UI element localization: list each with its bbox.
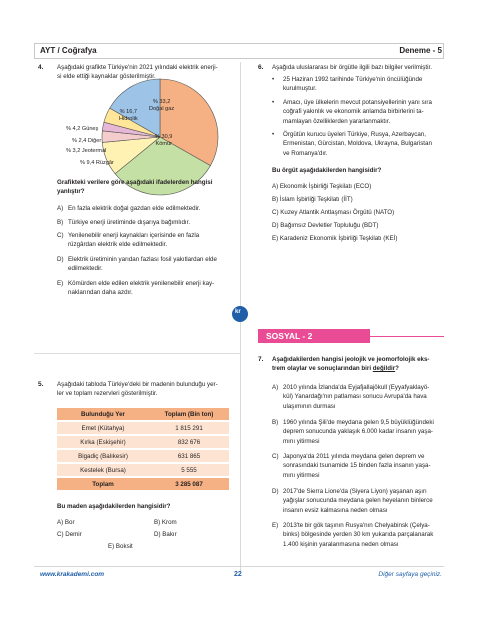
pie-label-hidrolik — [119, 109, 138, 123]
page-number: 22 — [234, 571, 242, 578]
option-label: B) — [57, 219, 64, 226]
logo-text: kr — [235, 309, 241, 315]
table-header-total: Toplam (Bin ton) — [149, 408, 229, 420]
pie-label-jeotermal: % 3,2 Jeotermal — [66, 148, 107, 154]
prompt-text: trem olaylar ve sonuçlarından biri — [272, 365, 373, 372]
question-4-option-c[interactable] — [57, 231, 243, 250]
question-6-option-e[interactable]: E) Karadeniz Ekonomik İşbirliği Teşkilatı (KEİ) — [272, 235, 398, 242]
table-cell: Kestelek (Bursa) — [57, 464, 149, 476]
footer-rule — [34, 566, 444, 567]
section-rule — [34, 353, 240, 354]
option-text: deprem sonucunda yaklaşık 6.000 kadar insanın yaşa- — [283, 428, 433, 436]
question-5-option-b[interactable]: B) Krom — [154, 519, 177, 526]
pie-label-dogalgaz-name: Doğal gaz — [149, 106, 175, 112]
option-text: 2010 yılında İzlanda'da Eyjafjallajökull (Eyyafyaklayö- — [283, 384, 430, 391]
question-7-prompt-line-1: Aşağıdakilerden hangisi jeolojik ve jeomorfolojik eks- — [272, 356, 430, 363]
question-4-prompt-line-2: yanlıştır? — [57, 188, 85, 195]
question-6-option-d[interactable]: D) Bağımsız Devletler Topluluğu (BDT) — [272, 222, 379, 229]
question-6-prompt: Bu örgüt aşağıdakilerden hangisidir? — [272, 167, 382, 174]
option-label: C) — [272, 453, 279, 460]
option-text: 2017'de Sierra Lione'da (Siyera Liyon) yaşanan aşırı — [283, 488, 427, 495]
question-4-stem-line-1: Aşağıdaki grafikte Türkiye'nin 2021 yılındaki elektrik enerji- — [57, 64, 218, 71]
table-cell: Emet (Kütahya) — [57, 422, 149, 434]
option-text: rüzgârdan elektrik elde edilmektedir. — [68, 241, 168, 249]
bullet-line: Örgütün kurucu üyeleri Türkiye, Rusya, Azerbaycan, — [283, 131, 426, 138]
option-text: Japonya'da 2011 yılında meydana gelen deprem ve — [283, 453, 425, 460]
pie-label-gunes: % 4,2 Güneş — [66, 126, 99, 132]
question-6-option-b[interactable]: B) İslam İşbirliği Teşkilatı (İİT) — [272, 196, 353, 203]
table-row — [57, 464, 229, 476]
option-text: naklarından daha azdır. — [68, 289, 133, 297]
question-5-option-c[interactable]: C) Demir — [57, 531, 82, 538]
question-6-stem: Aşağıda uluslararası bir örgütle ilgili bazı bilgiler verilmiştir. — [272, 64, 432, 71]
option-label: B) — [272, 419, 279, 426]
prompt-qmark: ? — [395, 365, 399, 372]
option-label: E) — [272, 522, 279, 529]
question-4-prompt-line-1: Grafikteki verilere göre aşağıdaki ifadelerden hangisi — [57, 179, 213, 186]
table-cell: Bigadiç (Balıkesir) — [57, 450, 149, 462]
table-cell: Toplam — [57, 478, 149, 490]
bullet-line: Ermenistan, Gürcistan, Moldova, Ukrayna, Bulgaristan — [283, 140, 432, 148]
question-4-option-d[interactable] — [57, 255, 243, 274]
pie-label-komur-pct: % 30,9 — [155, 134, 173, 140]
pie-label-diger: % 2,4 Diğer — [72, 138, 102, 144]
bullet-dot: • — [272, 76, 275, 83]
option-text: Yenilenebilir enerji kaynakları içerisinde en fazla — [68, 232, 200, 239]
footer-next-page-note: Diğer sayfaya geçiniz. — [378, 571, 442, 578]
option-text: sonrasındaki tsunamide 15 binden fazla insanın yaşa- — [283, 462, 431, 470]
option-text: 2013'te bir gök taşının Rusya'nın Chelyabinsk (Çelya- — [283, 522, 430, 529]
table-row — [57, 436, 229, 448]
question-5-stem-line-1: Aşağıdaki tabloda Türkiye'deki bir madenin bulunduğu yer- — [57, 381, 218, 388]
table-cell: 832 676 — [149, 436, 229, 448]
option-text: En fazla elektrik doğal gazdan elde edilmektedir. — [68, 205, 201, 212]
bullet-line: Amacı, üye ülkelerin mevcut potansiyellerinin yanı sıra — [283, 99, 432, 106]
option-text: 1960 yılında Şili'de meydana gelen 9,5 büyüklüğündeki — [283, 419, 434, 426]
question-4-number: 4. — [38, 64, 44, 71]
option-label: C) — [57, 232, 64, 239]
footer-website-link[interactable]: www.krakademi.com — [40, 571, 105, 578]
question-6-bullet-1 — [272, 75, 423, 94]
question-7-option-c[interactable] — [272, 452, 441, 480]
section-badge: SOSYAL - 2 — [258, 329, 370, 343]
option-label: D) — [272, 488, 279, 495]
option-text: Kömürden elde edilen elektrik yenilenebilir enerji kay- — [68, 280, 215, 287]
option-text: edilmektedir. — [68, 265, 103, 273]
question-4-stem-line-2: si elde ettiği kaynaklar gösterilmiştir. — [57, 73, 156, 80]
question-5-option-a[interactable]: A) Bor — [57, 519, 75, 526]
pie-label-hidrolik-pct: % 16,7 — [119, 109, 138, 115]
table-header-row — [57, 408, 229, 420]
table-row — [57, 450, 229, 462]
table-cell: 5 555 — [149, 464, 229, 476]
option-text: Türkiye enerji üretiminde dışarıya bağımlıdır. — [68, 219, 191, 226]
table-total-row — [57, 478, 229, 490]
option-text: 1.400 kişinin yaralanmasına neden olması — [283, 540, 399, 548]
question-7-option-b[interactable] — [272, 418, 441, 446]
bullet-line: 25 Haziran 1992 tarihinde Türkiye'nin öncülüğünde — [283, 76, 423, 83]
question-6-option-c[interactable]: C) Kuzey Atlantik Antlaşması Örgütü (NATO) — [272, 209, 395, 216]
publisher-logo — [232, 306, 248, 322]
question-7-option-d[interactable] — [272, 487, 441, 515]
option-label: D) — [57, 256, 64, 263]
pie-label-ruzgar: % 9,4 Rüzgâr — [80, 160, 114, 166]
option-text: kül) Yanardağı'nın patlaması sonucu Avrupa'da hava — [283, 393, 427, 401]
question-4-option-e[interactable] — [57, 279, 243, 298]
bullet-line: kurulmuştur. — [283, 85, 317, 93]
bullet-line: coğrafi yakınlık ve ekonomik anlamda birbirlerini ta- — [283, 108, 424, 116]
question-6-bullet-2 — [272, 98, 432, 126]
question-5-option-e[interactable]: E) Boksit — [108, 543, 133, 550]
header-exam-title: Deneme - 5 — [399, 46, 442, 55]
question-7-option-a[interactable] — [272, 383, 441, 411]
table-cell: 631 865 — [149, 450, 229, 462]
pie-label-dogalgaz — [149, 99, 174, 113]
table-cell: 3 285 087 — [149, 478, 229, 490]
table-cell: 1 815 291 — [149, 422, 229, 434]
question-5-stem-line-2: ler ve toplam rezervleri gösterilmiştir. — [57, 390, 158, 397]
option-text: yağışlar sonucunda meydana gelen heyelanın binlerce — [283, 497, 433, 505]
question-6-option-a[interactable]: A) Ekonomik İşbirliği Teşkilatı (ECO) — [272, 183, 372, 190]
pie-label-dogalgaz-pct: % 33,2 — [152, 99, 171, 105]
option-label: A) — [272, 384, 279, 391]
bullet-dot: • — [272, 131, 275, 138]
question-4-option-a[interactable] — [57, 204, 243, 213]
option-text: mını yitirmesi — [283, 471, 320, 479]
table-cell: Kırka (Eskişehir) — [57, 436, 149, 448]
question-7-prompt-line-2 — [272, 364, 399, 373]
question-6-bullet-3 — [272, 130, 432, 158]
table-header-location: Bulunduğu Yer — [57, 408, 149, 420]
pie-label-hidrolik-name: Hidrolik — [119, 116, 138, 122]
bullet-line: ve Romanya'dır. — [283, 149, 328, 157]
pie-label-komur — [155, 134, 172, 148]
question-7-number: 7. — [258, 356, 264, 363]
question-5-prompt: Bu maden aşağıdakilerden hangisidir? — [57, 503, 171, 510]
option-text: binks) bölgesinde yerden 30 km yukarıda parçalanarak — [283, 531, 434, 539]
option-label: E) — [57, 280, 64, 287]
question-7-option-e[interactable] — [272, 521, 441, 549]
option-text: ulaşımının durması — [283, 402, 336, 410]
option-text: mını yitirmesi — [283, 437, 320, 445]
question-5-option-d[interactable]: D) Bakır — [154, 531, 177, 538]
table-row — [57, 422, 229, 434]
mine-reserves-table — [57, 406, 229, 492]
prompt-negation: değildir — [372, 365, 396, 372]
question-6-number: 6. — [258, 64, 264, 71]
bullet-dot: • — [272, 99, 275, 106]
section-badge-rule — [370, 336, 444, 337]
header-subject: AYT / Coğrafya — [40, 46, 97, 55]
question-5-number: 5. — [38, 381, 44, 388]
question-4-option-b[interactable] — [57, 218, 243, 227]
option-text: insanın evsiz kalmasına neden olması — [283, 506, 388, 514]
bullet-line: mamlayan özelliklerden yararlanmaktır. — [283, 117, 391, 125]
pie-label-komur-name: Kömür — [155, 141, 172, 147]
option-text: Elektrik üretiminin yarıdan fazlası fosil yakıtlardan elde — [68, 256, 217, 263]
option-label: A) — [57, 205, 64, 212]
